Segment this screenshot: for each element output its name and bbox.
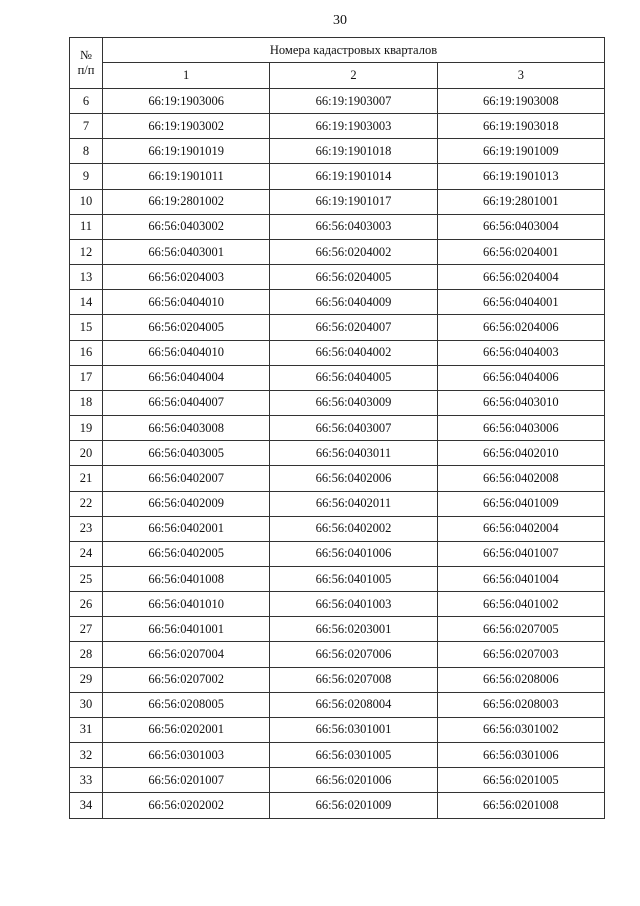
cadastral-number-cell: 66:19:1903006 [103, 89, 270, 114]
cadastral-number-cell: 66:56:0201006 [270, 768, 437, 793]
cadastral-number-cell: 66:56:0401010 [103, 592, 270, 617]
row-number-cell: 8 [70, 139, 103, 164]
cadastral-number-cell: 66:56:0204005 [103, 315, 270, 340]
cadastral-number-cell: 66:56:0403001 [103, 239, 270, 264]
cadastral-number-cell: 66:19:1903018 [437, 114, 604, 139]
row-number-cell: 29 [70, 667, 103, 692]
cadastral-number-cell: 66:56:0404003 [437, 340, 604, 365]
cadastral-number-cell: 66:19:2801001 [437, 189, 604, 214]
cadastral-number-cell: 66:56:0402009 [103, 491, 270, 516]
table-row [70, 516, 605, 541]
cadastral-number-cell: 66:56:0204007 [270, 315, 437, 340]
table-row [70, 390, 605, 415]
row-number-cell: 20 [70, 441, 103, 466]
row-number-cell: 10 [70, 189, 103, 214]
cadastral-number-cell: 66:56:0301001 [270, 717, 437, 742]
table-row [70, 365, 605, 390]
cadastral-number-cell: 66:56:0208003 [437, 692, 604, 717]
cadastral-number-cell: 66:56:0207002 [103, 667, 270, 692]
cadastral-number-cell: 66:56:0207005 [437, 617, 604, 642]
cadastral-number-cell: 66:56:0402001 [103, 516, 270, 541]
column-header-1: 1 [103, 63, 270, 89]
cadastral-number-cell: 66:56:0404010 [103, 290, 270, 315]
cadastral-number-cell: 66:56:0402010 [437, 441, 604, 466]
row-number-cell: 23 [70, 516, 103, 541]
cadastral-number-cell: 66:56:0404009 [270, 290, 437, 315]
row-number-cell: 33 [70, 768, 103, 793]
table-row [70, 541, 605, 566]
table-row [70, 214, 605, 239]
cadastral-number-cell: 66:56:0207003 [437, 642, 604, 667]
row-number-cell: 24 [70, 541, 103, 566]
cadastral-number-cell: 66:56:0401004 [437, 566, 604, 591]
cadastral-number-cell: 66:56:0402005 [103, 541, 270, 566]
cadastral-number-cell: 66:56:0402004 [437, 516, 604, 541]
row-number-cell: 9 [70, 164, 103, 189]
number-sign: № [80, 48, 92, 62]
table-row [70, 164, 605, 189]
cadastral-number-cell: 66:56:0403009 [270, 390, 437, 415]
table-row [70, 441, 605, 466]
row-number-cell: 11 [70, 214, 103, 239]
table-row [70, 793, 605, 818]
column-header-2: 2 [270, 63, 437, 89]
cadastral-number-cell: 66:56:0401001 [103, 617, 270, 642]
cadastral-number-cell: 66:19:1903008 [437, 89, 604, 114]
cadastral-number-cell: 66:56:0204004 [437, 265, 604, 290]
cadastral-number-cell: 66:56:0401008 [103, 566, 270, 591]
cadastral-number-cell: 66:56:0401005 [270, 566, 437, 591]
table-row [70, 642, 605, 667]
cadastral-number-cell: 66:56:0204001 [437, 239, 604, 264]
cadastral-number-cell: 66:56:0403003 [270, 214, 437, 239]
cadastral-number-cell: 66:56:0201008 [437, 793, 604, 818]
cadastral-number-cell: 66:56:0403004 [437, 214, 604, 239]
row-number-cell: 27 [70, 617, 103, 642]
row-number-cell: 6 [70, 89, 103, 114]
cadastral-number-cell: 66:56:0202001 [103, 717, 270, 742]
cadastral-number-cell: 66:56:0401003 [270, 592, 437, 617]
cadastral-number-cell: 66:56:0202002 [103, 793, 270, 818]
row-number-cell: 34 [70, 793, 103, 818]
cadastral-number-cell: 66:56:0404007 [103, 390, 270, 415]
table-row [70, 340, 605, 365]
row-number-cell: 32 [70, 743, 103, 768]
cadastral-number-cell: 66:19:1901013 [437, 164, 604, 189]
row-number-cell: 26 [70, 592, 103, 617]
table-row [70, 189, 605, 214]
row-number-cell: 19 [70, 416, 103, 441]
cadastral-number-cell: 66:56:0301005 [270, 743, 437, 768]
table-row [70, 743, 605, 768]
cadastral-number-cell: 66:19:2801002 [103, 189, 270, 214]
row-number-header [70, 38, 103, 89]
cadastral-number-cell: 66:56:0404006 [437, 365, 604, 390]
cadastral-number-cell: 66:19:1901017 [270, 189, 437, 214]
cadastral-number-cell: 66:56:0401006 [270, 541, 437, 566]
cadastral-number-cell: 66:19:1901018 [270, 139, 437, 164]
row-number-cell: 13 [70, 265, 103, 290]
table-row [70, 692, 605, 717]
cadastral-number-cell: 66:56:0204006 [437, 315, 604, 340]
table-row [70, 667, 605, 692]
cadastral-number-cell: 66:56:0301006 [437, 743, 604, 768]
row-number-cell: 21 [70, 466, 103, 491]
cadastral-number-cell: 66:56:0403002 [103, 214, 270, 239]
cadastral-number-cell: 66:56:0208004 [270, 692, 437, 717]
cadastral-number-cell: 66:56:0301003 [103, 743, 270, 768]
table-row [70, 114, 605, 139]
table-row [70, 315, 605, 340]
table-row [70, 491, 605, 516]
cadastral-number-cell: 66:56:0402007 [103, 466, 270, 491]
cadastral-number-cell: 66:19:1901011 [103, 164, 270, 189]
cadastral-number-cell: 66:19:1903003 [270, 114, 437, 139]
cadastral-number-cell: 66:56:0207006 [270, 642, 437, 667]
cadastral-number-cell: 66:56:0404005 [270, 365, 437, 390]
row-number-cell: 28 [70, 642, 103, 667]
table-row [70, 290, 605, 315]
cadastral-number-cell: 66:56:0401009 [437, 491, 604, 516]
group-header: Номера кадастровых кварталов [103, 38, 605, 63]
page-number: 30 [333, 13, 347, 28]
cadastral-number-cell: 66:56:0301002 [437, 717, 604, 742]
table-header-row [70, 38, 605, 63]
cadastral-number-cell: 66:56:0401002 [437, 592, 604, 617]
cadastral-number-cell: 66:56:0201007 [103, 768, 270, 793]
table-row [70, 265, 605, 290]
table-row [70, 89, 605, 114]
number-abbrev: п/п [77, 63, 95, 77]
row-number-cell: 12 [70, 239, 103, 264]
cadastral-number-cell: 66:56:0402011 [270, 491, 437, 516]
column-number-row [70, 63, 605, 89]
cadastral-number-cell: 66:19:1903007 [270, 89, 437, 114]
cadastral-number-cell: 66:56:0402002 [270, 516, 437, 541]
cadastral-number-cell: 66:56:0201005 [437, 768, 604, 793]
table-row [70, 717, 605, 742]
table-body [70, 89, 605, 819]
cadastral-number-cell: 66:56:0403006 [437, 416, 604, 441]
cadastral-number-cell: 66:56:0201009 [270, 793, 437, 818]
row-number-cell: 22 [70, 491, 103, 516]
table-row [70, 466, 605, 491]
row-number-cell: 16 [70, 340, 103, 365]
cadastral-number-cell: 66:56:0404001 [437, 290, 604, 315]
cadastral-number-cell: 66:56:0404010 [103, 340, 270, 365]
cadastral-number-cell: 66:56:0403008 [103, 416, 270, 441]
cadastral-number-cell: 66:56:0208006 [437, 667, 604, 692]
table-row [70, 617, 605, 642]
cadastral-number-cell: 66:56:0403011 [270, 441, 437, 466]
cadastral-number-cell: 66:56:0402006 [270, 466, 437, 491]
row-number-cell: 7 [70, 114, 103, 139]
cadastral-number-cell: 66:56:0402008 [437, 466, 604, 491]
cadastral-number-cell: 66:56:0204003 [103, 265, 270, 290]
table-row [70, 592, 605, 617]
cadastral-number-cell: 66:19:1901014 [270, 164, 437, 189]
row-number-cell: 30 [70, 692, 103, 717]
row-number-cell: 15 [70, 315, 103, 340]
cadastral-number-cell: 66:56:0208005 [103, 692, 270, 717]
cadastral-number-cell: 66:56:0204005 [270, 265, 437, 290]
cadastral-number-cell: 66:19:1901019 [103, 139, 270, 164]
cadastral-number-cell: 66:19:1901009 [437, 139, 604, 164]
column-header-3: 3 [437, 63, 604, 89]
cadastral-number-cell: 66:56:0204002 [270, 239, 437, 264]
cadastral-number-cell: 66:56:0403007 [270, 416, 437, 441]
row-number-cell: 14 [70, 290, 103, 315]
row-number-cell: 25 [70, 566, 103, 591]
cadastral-number-cell: 66:56:0403010 [437, 390, 604, 415]
table-row [70, 139, 605, 164]
cadastral-number-cell: 66:56:0207008 [270, 667, 437, 692]
cadastral-number-cell: 66:56:0404004 [103, 365, 270, 390]
cadastral-quarters-table [69, 37, 605, 819]
row-number-cell: 18 [70, 390, 103, 415]
table-row [70, 768, 605, 793]
table-row [70, 566, 605, 591]
cadastral-number-cell: 66:56:0207004 [103, 642, 270, 667]
table-row [70, 416, 605, 441]
cadastral-number-cell: 66:56:0404002 [270, 340, 437, 365]
cadastral-number-cell: 66:56:0401007 [437, 541, 604, 566]
row-number-cell: 17 [70, 365, 103, 390]
cadastral-number-cell: 66:56:0203001 [270, 617, 437, 642]
cadastral-number-cell: 66:19:1903002 [103, 114, 270, 139]
row-number-cell: 31 [70, 717, 103, 742]
cadastral-number-cell: 66:56:0403005 [103, 441, 270, 466]
table-row [70, 239, 605, 264]
